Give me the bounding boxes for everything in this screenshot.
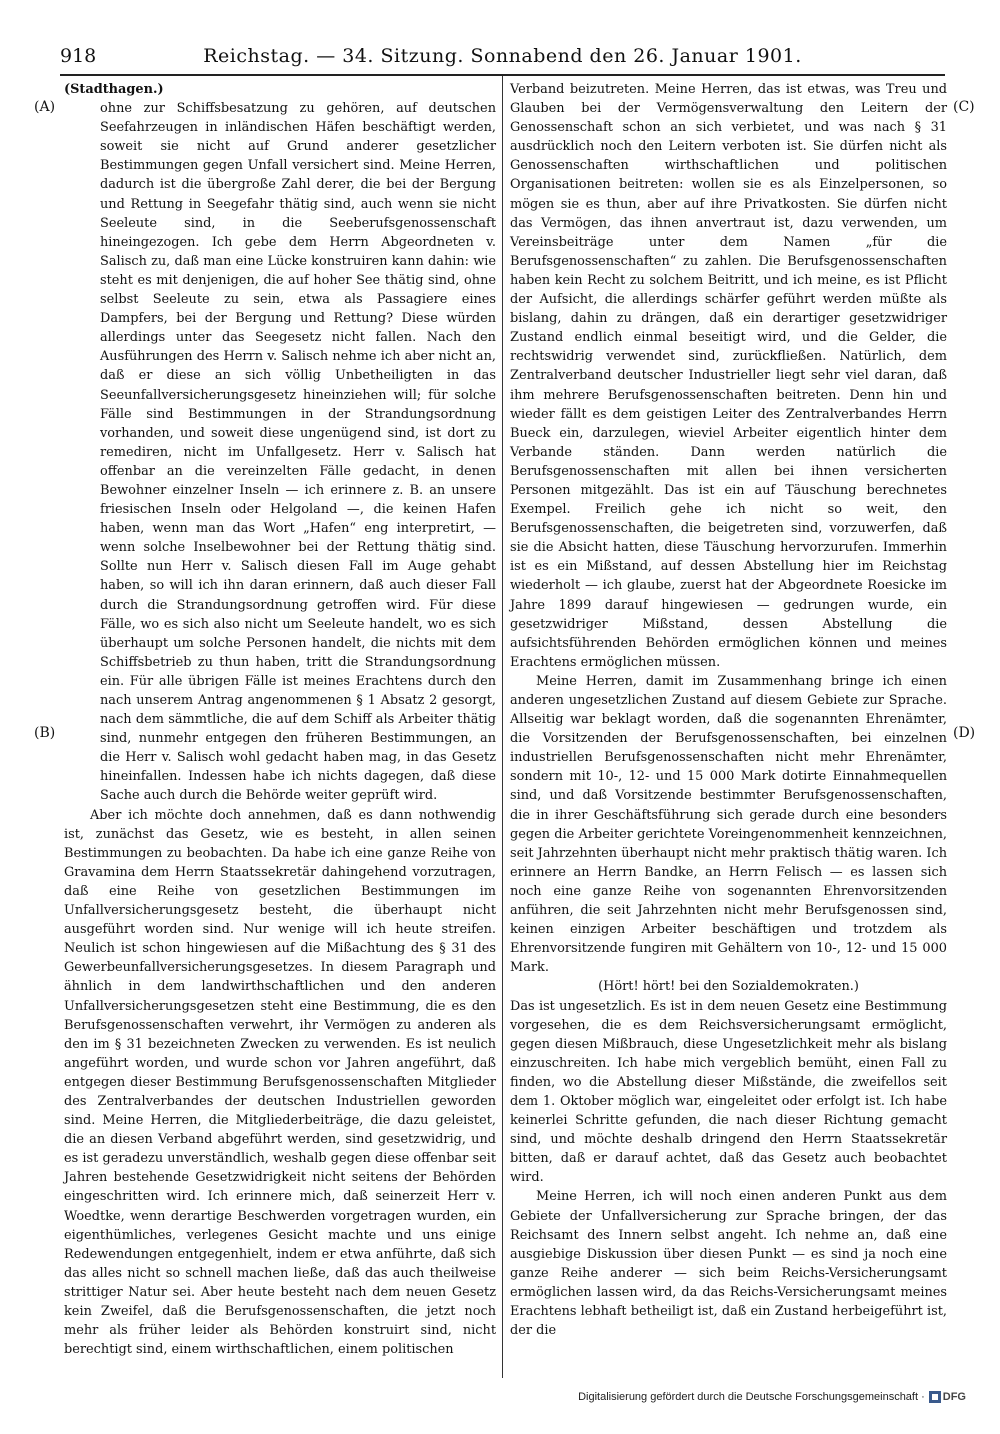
page-title: Reichstag. — 34. Sitzung. Sonnabend den 26. Januar 1901. [203,45,802,67]
left-paragraph-1: ohne zur Schiffsbesatzung zu gehören, auf deutschen Seefahrzeugen in inländischen Häfen beschäftigt werden, soweit sie nicht auf Grund anderer gesetzlicher Bestimmungen gegen Unfall versichert sind. Meine Herren, dadurch ist die übergroße Zahl derer, die bei der Bergung und Rettung in Seegefahr thätig sind, auch wenn sie nicht Seeleute sind, in die Seeberufsgenossenschaft hineingezogen. Ich gebe dem Herrn Abgeordneten v. Salisch zu, daß man eine Lücke konstruiren kann dahin: wie steht es mit denjenigen, die auf hoher See thätig sind, ohne selbst Seeleute zu sein, etwa als Passagiere eines Dampfers, bei der Bergung und Rettung? Diese würden allerdings unter das Seegesetz nicht fallen. Nach den Ausführungen des Herrn v. Salisch nehme ich aber nicht an, daß er diese an sich völlig Unbetheiligten in das Seeunfallversicherungsgesetz hineinziehen will; für solche Fälle sind Bestimmungen in der Strandungsordnung vorhanden, und soweit diese ungenügend sind, ist dort zu remediren, nicht im Unfallgesetz. Herr v. Salisch hat offenbar an die vereinzelten Fälle gedacht, in denen Bewohner einzelner Inseln — ich erinnere z. B. an unsere friesischen Inseln oder Helgoland —, die keinen Hafen haben, wenn man das Wort „Hafen“ eng interpretirt, — wenn solche Inselbewohner bei der Rettung thätig sind. Sollte nun Herr v. Salisch diesen Fall im Auge gehabt haben, so will ich ihn daran erinnern, daß auch dieser Fall durch die Strandungsordnung getroffen wird. Für diese Fälle, wo es sich also nicht um Seeleute handelt, wo es sich überhaupt um solche Personen handelt, die nichts mit dem Schiffsbetrieb zu thun haben, tritt die Strandungsordnung ein. Für alle übrigen Fälle ist meines Erachtens durch den nach unserem Antrag angenommenen § 1 Absatz 2 gesorgt, nach dem sämmtliche, die auf dem Schiff als Arbeiter thätig sind, nunmehr entgegen den früheren Bestimmungen, an die Herr v. Salisch wohl gedacht haben mag, in das Gesetz hineinfallen. Indessen habe ich nichts dagegen, daß diese Sache auch durch die Behörde weiter geprüft wird. [100,101,496,804]
right-column [510,80,947,1340]
dfg-logo-icon [929,1391,941,1403]
margin-marker-d: (D) [953,725,976,741]
margin-marker-b: (B) [34,725,56,741]
column-divider [502,76,503,1378]
dfg-logo-text: DFG [942,1391,966,1403]
page-number: 918 [60,45,97,67]
right-paragraph-3: Das ist ungesetzlich. Es ist in dem neuen Gesetz eine Bestimmung vorgesehen, die es dem Reichsversicherungsamt ermöglicht, gegen diesen Mißbrauch, diese Ungesetzlichkeit mehr als bislang einzuschreiten. Ich habe mich vergeblich bemüht, einen Fall zu finden, wo die Abstellung dieser Mißstände, die zweifellos seit dem 1. Oktober möglich war, eingeleitet oder erfolgt ist. Ich habe keinerlei Schritte gefunden, die nach dieser Richtung gemacht sind, und möchte deshalb dringend den Herrn Staatssekretär bitten, daß er darauf achtet, daß das Gesetz auch beobachtet wird. [510,998,947,1186]
funding-footer [578,1391,966,1403]
left-paragraph-2: Aber ich möchte doch annehmen, daß es dann nothwendig ist, zunächst das Gesetz, wie es besteht, in allen seinen Bestimmungen zu beobachten. Da habe ich eine ganze Reihe von Gravamina dem Herrn Staatssekretär dahingehend vorzutragen, daß eine Reihe von gesetzlichen Bestimmungen im Unfallversicherungsgesetz besteht, die überhaupt nicht ausgeführt worden sind. Nur wenige will ich heute streifen. Neulich ist schon hingewiesen auf die Mißachtung des § 31 des Gewerbeunfallversicherungsgesetzes. In diesem Paragraph und ähnlich in dem landwirthschaftlichen und den anderen Unfallversicherungsgesetzen steht eine Bestimmung, die es den Berufsgenossenschaften verwehrt, ihr Vermögen zu anderen als den im § 31 bezeichneten Zwecken zu verwenden. Es ist neulich angeführt worden, und wurde schon vor Jahren angeführt, daß entgegen dieser Bestimmung Berufsgenossenschaften Mitglieder des Zentralverbandes der deutschen Industriellen geworden sind. Meine Herren, die Mitgliederbeiträge, die dazu geleistet, die an diesen Verband abgeführt werden, sind gesetzwidrig, und es ist geradezu unverständlich, weshalb gegen diese offenbar seit Jahren bestehende Gesetzwidrigkeit nicht seitens der Behörden eingeschritten wird. Ich erinnere mich, daß seinerzeit Herr v. Woedtke, wenn derartige Beschwerden vorgetragen wurden, ein eigenthümliches, verlegenes Gesicht machte und uns einige Redewendungen entgegenhielt, indem er etwa anführte, daß sich das alles nicht so schnell machen ließe, daß das auch theilweise strittiger Natur sei. Aber heute besteht nach dem neuen Gesetz kein Zweifel, daß die Berufsgenossenschaften, die jetzt noch mehr als früher leider als Behörden konstruirt sind, nicht berechtigt sind, einem wirthschaftlichen, einem politischen [64,807,496,1358]
right-paragraph-2: Meine Herren, damit im Zusammenhang bringe ich einen anderen ungesetzlichen Zustand auf diesem Gebiete zur Sprache. Allseitig war beklagt worden, daß die sogenannten Ehrenämter, die Vorsitzenden der Berufsgenossenschaften, bei einzelnen industriellen Berufsgenossenschaften nicht mehr Ehrenämter, sondern mit 10-, 12- und 15 000 Mark dotirte Einnahmequellen sind, und daß Vorsitzende bestimmter Berufsgenossenschaften, die in ihrer Geschäftsführung sich gerade durch eine besonders gegen die Arbeiter gerichtete Voreingenommenheit kennzeichnen, seit Jahrzehnten überhaupt nicht mehr praktisch thätig waren. Ich erinnere an Herrn Bandke, an Herrn Felisch — es lassen sich noch eine ganze Reihe von sogenannten Ehrenvorsitzenden anführen, die seit Jahrzehnten nicht mehr Berufsgenossen sind, keinen einzigen Arbeiter beschäftigen und trotzdem als Ehrenvorsitzende fungiren mit Gehältern von 10-, 12- und 15 000 Mark. [510,673,947,976]
right-paragraph-4: Meine Herren, ich will noch einen anderen Punkt aus dem Gebiete der Unfallversicherung zur Sprache bringen, der das Reichsamt des Innern selbst angeht. Ich nehme an, daß eine ausgiebige Diskussion über diesen Punkt — es sind ja noch eine ganze Reihe anderer — sich beim Reichs-Versicherungsamt ermöglichen lassen wird, da das Reichs-Versicherungsamt meines Erachtens lebhaft betheiligt ist, daß ein Zustand herbeigeführt ist, der die [510,1189,947,1339]
funding-note: Digitalisierung gefördert durch die Deutsche Forschungsgemeinschaft · [578,1391,925,1403]
right-paragraph-1: Verband beizutreten. Meine Herren, das ist etwas, was Treu und Glauben bei der Vermögensverwaltung den Leitern der Genossenschaft schon an sich verbietet, und was nach § 31 ausdrücklich noch den Leitern verboten ist. Sie dürfen nicht als Genossenschaften wirthschaftlichen und politischen Organisationen beitreten: wollen sie es als Einzelpersonen, so mögen sie es thun, aber auf ihre Privatkosten. Sie dürfen nicht das Vermögen, das ihnen anvertraut ist, dazu verwenden, um Vereinsbeiträge unter dem Namen „für die Berufsgenossenschaften“ zu zahlen. Die Berufsgenossenschaften haben kein Recht zu solchem Beitritt, und ich meine, es ist Pflicht der Aufsicht, die allerdings schärfer geführt werden müßte als bislang, dahin zu drängen, daß ein derartiger gesetzwidriger Zustand endlich einmal beseitigt wird, und die Gelder, die rechtswidrig verwendet sind, zurückfließen. Natürlich, dem Zentralverband deutscher Industrieller liegt sehr viel daran, daß ihm mehrere Berufsgenossenschaften beitreten. Denn hin und wieder fällt es dem geistigen Leiter des Zentralverbandes Herrn Bueck ein, darzulegen, wieviel Arbeiter eigentlich hinter dem Verbande ständen. Dann werden natürlich die Berufsgenossenschaften mit allen bei ihnen versicherten Personen mitgezählt. Das ist ein auf Täuschung berechnetes Exempel. Freilich gehe ich nicht so weit, den Berufsgenossenschaften, die beigetreten sind, vorzuwerfen, daß sie die Absicht hatten, diese Täuschung hervorzurufen. Immerhin ist es ein Mißstand, auf dessen Abstellung hier im Reichstag wiederholt — ich glaube, zuerst hat der Abgeordnete Roesicke im Jahre 1899 darauf hingewiesen — gedrungen wurde, ein gesetzwidriger Mißstand, dessen Abstellung die aufsichtsführenden Behörden ermöglichen können und meines Erachtens ermöglichen müssen. [510,82,947,670]
page-header [60,45,945,75]
interjection: (Hört! hört! bei den Sozialdemokraten.) [598,979,859,995]
dfg-logo [929,1391,966,1403]
left-column [64,80,496,1359]
speaker-name: (Stadthagen.) [64,82,164,97]
margin-marker-a: (A) [34,99,56,115]
margin-marker-c: (C) [953,99,975,115]
